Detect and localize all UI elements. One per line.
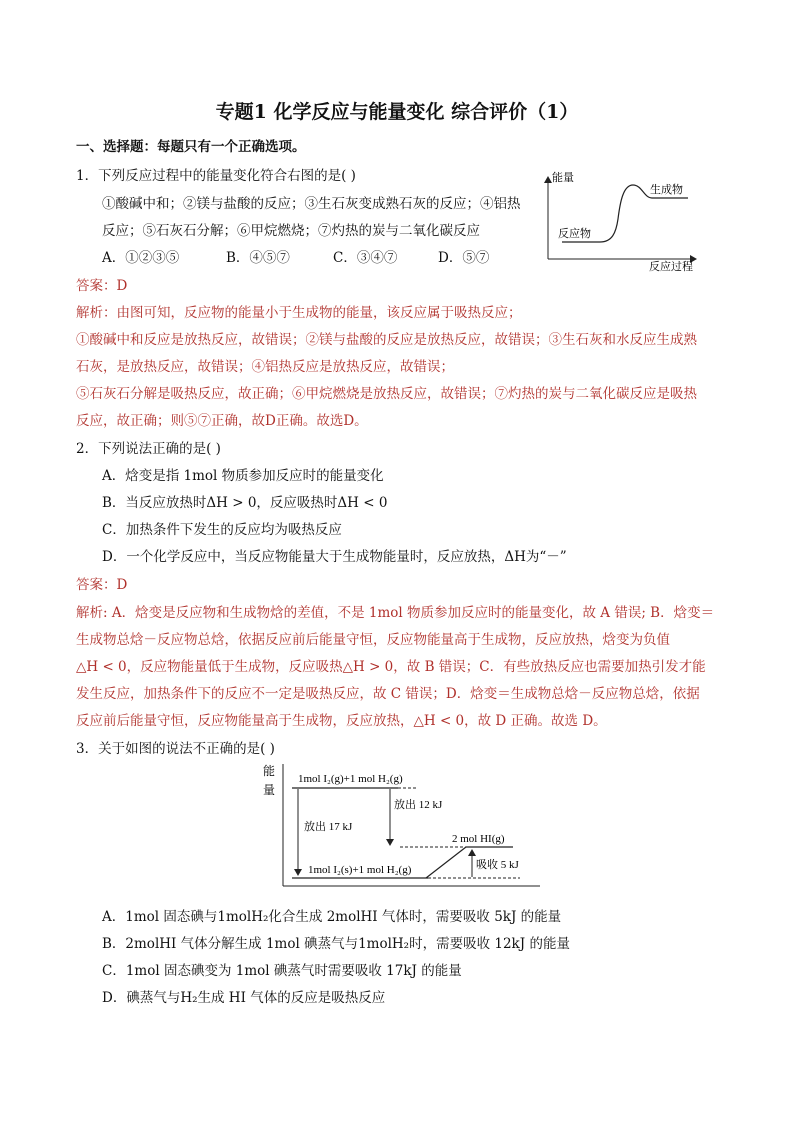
q2-analysis-line: 反应前后能量守恒，反应物能量高于生成物，反应放热，△H < 0，故 D 正确。故选 D。: [76, 713, 607, 729]
q1-analysis-line: ⑤石灰石分解是吸热反应，故正确；⑥甲烷燃烧是放热反应，故错误；⑦灼热的炭与二氧化碳反应是吸热: [76, 386, 697, 402]
q1-answer: 答案：D: [76, 278, 128, 294]
q1-stem: 1．下列反应过程中的能量变化符合右图的是( ): [76, 168, 356, 184]
q1-option-d: D．⑤⑦: [438, 250, 490, 266]
q1-line2: 反应；⑤石灰石分解；⑥甲烷燃烧；⑦灼热的炭与二氧化碳反应: [102, 223, 480, 239]
q3-option-d: D．碘蒸气与H₂生成 HI 气体的反应是吸热反应: [102, 990, 386, 1006]
q1-option-a: A．①②③⑤: [102, 250, 180, 266]
product-label: 生成物: [650, 183, 683, 196]
section-heading: 一、选择题：每题只有一个正确选项。: [76, 139, 306, 155]
q3-option-c: C．1mol 固态碘变为 1mol 碘蒸气时需要吸收 17kJ 的能量: [102, 963, 462, 979]
y-label-1: 能: [263, 764, 276, 778]
q2-answer: 答案：D: [76, 577, 128, 593]
release-12-label: 放出 12 kJ: [394, 799, 443, 811]
q2-stem: 2．下列说法正确的是( ): [76, 441, 221, 457]
hi-slope: [426, 847, 466, 878]
q1-analysis-line: 解析：由图可知，反应物的能量小于生成物的能量，该反应属于吸热反应；: [76, 305, 522, 321]
q1-analysis-line: 反应，故正确；则⑤⑦正确，故D正确。故选D。: [76, 413, 368, 429]
release-17-label: 放出 17 kJ: [304, 821, 353, 833]
q1-option-b: B．④⑤⑦: [226, 250, 290, 266]
q2-analysis-line: 解析: A．焓变是反应物和生成物焓的差值，不是 1mol 物质参加反应时的能量变化，故 A 错误; B．焓变＝: [76, 605, 715, 621]
q2-analysis-line: △H < 0，反应物能量低于生成物，反应吸热△H > 0，故 B 错误；C．有些放热反应也需要加热引发才能: [76, 659, 706, 675]
q2-option-a: A．焓变是指 1mol 物质参加反应时的能量变化: [102, 468, 384, 484]
q3-energy-diagram: [258, 758, 548, 896]
bottom-label: 1mol I₂(s)+1 mol H₂(g): [308, 864, 412, 876]
q2-analysis-line: 发生反应，加热条件下的反应不一定是吸热反应，故 C 错误；D．焓变＝生成物总焓－反应物总焓，依据: [76, 686, 700, 702]
q2-option-d: D．一个化学反应中，当反应物能量大于生成物能量时，反应放热，ΔH为“－”: [102, 549, 567, 565]
q2-option-c: C．加热条件下发生的反应均为吸热反应: [102, 522, 342, 538]
q1-option-c: C．③④⑦: [333, 250, 398, 266]
q2-analysis-line: 生成物总焓－反应物总焓，依据反应前后能量守恒，反应物能量高于生成物，反应放热，焓变为负值: [76, 632, 670, 648]
q1-analysis-line: ①酸碱中和反应是放热反应，故错误；②镁与盐酸的反应是放热反应，故错误；③生石灰和水反应生成熟: [76, 332, 697, 348]
q1-energy-diagram: [540, 163, 705, 275]
reactant-label: 反应物: [558, 227, 591, 240]
x-axis-label: 反应过程: [649, 260, 693, 273]
q3-option-a: A．1mol 固态碘与1molH₂化合生成 2molHI 气体时，需要吸收 5kJ 的能量: [102, 909, 562, 925]
q2-option-b: B．当反应放热时ΔH > 0，反应吸热时ΔH < 0: [102, 495, 388, 511]
y-label-2: 量: [263, 783, 276, 797]
top-label: 1mol I₂(g)+1 mol H₂(g): [298, 773, 403, 785]
absorb-5-label: 吸收 5 kJ: [476, 859, 519, 871]
q3-option-b: B．2molHI 气体分解生成 1mol 碘蒸气与1molH₂时，需要吸收 12kJ 的能量: [102, 936, 570, 952]
q1-analysis-line: 石灰，是放热反应，故错误；④铝热反应是放热反应，故错误；: [76, 359, 454, 375]
q1-line1: ①酸碱中和；②镁与盐酸的反应；③生石灰变成熟石灰的反应；④铝热: [102, 196, 521, 212]
y-axis-label: 能量: [552, 171, 574, 184]
page-title: 专题1 化学反应与能量变化 综合评价（1）: [215, 101, 579, 123]
hi-label: 2 mol HI(g): [452, 833, 505, 845]
q3-stem: 3．关于如图的说法不正确的是( ): [76, 741, 275, 757]
